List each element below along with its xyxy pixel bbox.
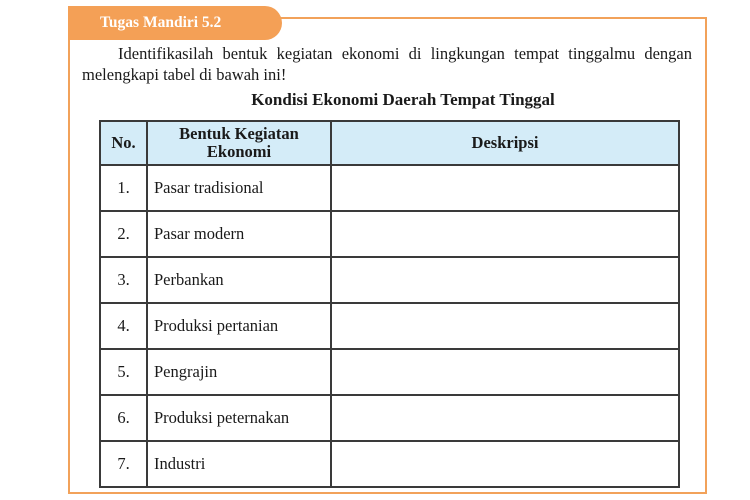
economic-activity-table — [99, 120, 680, 488]
row-description-cell[interactable] — [331, 303, 679, 349]
header-description: Deskripsi — [331, 121, 679, 165]
table-header-row — [100, 121, 679, 165]
row-description-cell[interactable] — [331, 395, 679, 441]
row-description-cell[interactable] — [331, 349, 679, 395]
row-activity: Pasar tradisional — [147, 165, 331, 211]
row-activity: Produksi pertanian — [147, 303, 331, 349]
header-no: No. — [100, 121, 147, 165]
row-activity: Pengrajin — [147, 349, 331, 395]
table-row — [100, 257, 679, 303]
task-title-tab: Tugas Mandiri 5.2 — [68, 6, 282, 40]
table-row — [100, 165, 679, 211]
row-number: 5. — [100, 349, 147, 395]
row-number: 4. — [100, 303, 147, 349]
header-activity: Bentuk Kegiatan Ekonomi — [147, 121, 331, 165]
row-activity: Perbankan — [147, 257, 331, 303]
row-number: 6. — [100, 395, 147, 441]
table-row — [100, 211, 679, 257]
row-number: 1. — [100, 165, 147, 211]
row-description-cell[interactable] — [331, 441, 679, 487]
table-row — [100, 303, 679, 349]
instruction-text: Identifikasilah bentuk kegiatan ekonomi di lingkungan tempat tinggalmu dengan melengkapi tabel di bawah ini! — [82, 44, 692, 84]
table-row — [100, 441, 679, 487]
table-row — [100, 349, 679, 395]
row-number: 2. — [100, 211, 147, 257]
row-description-cell[interactable] — [331, 211, 679, 257]
row-activity: Produksi peternakan — [147, 395, 331, 441]
row-activity: Pasar modern — [147, 211, 331, 257]
row-number: 3. — [100, 257, 147, 303]
row-description-cell[interactable] — [331, 257, 679, 303]
table-row — [100, 395, 679, 441]
row-activity: Industri — [147, 441, 331, 487]
row-description-cell[interactable] — [331, 165, 679, 211]
row-number: 7. — [100, 441, 147, 487]
table-title: Kondisi Ekonomi Daerah Tempat Tinggal — [251, 90, 555, 109]
